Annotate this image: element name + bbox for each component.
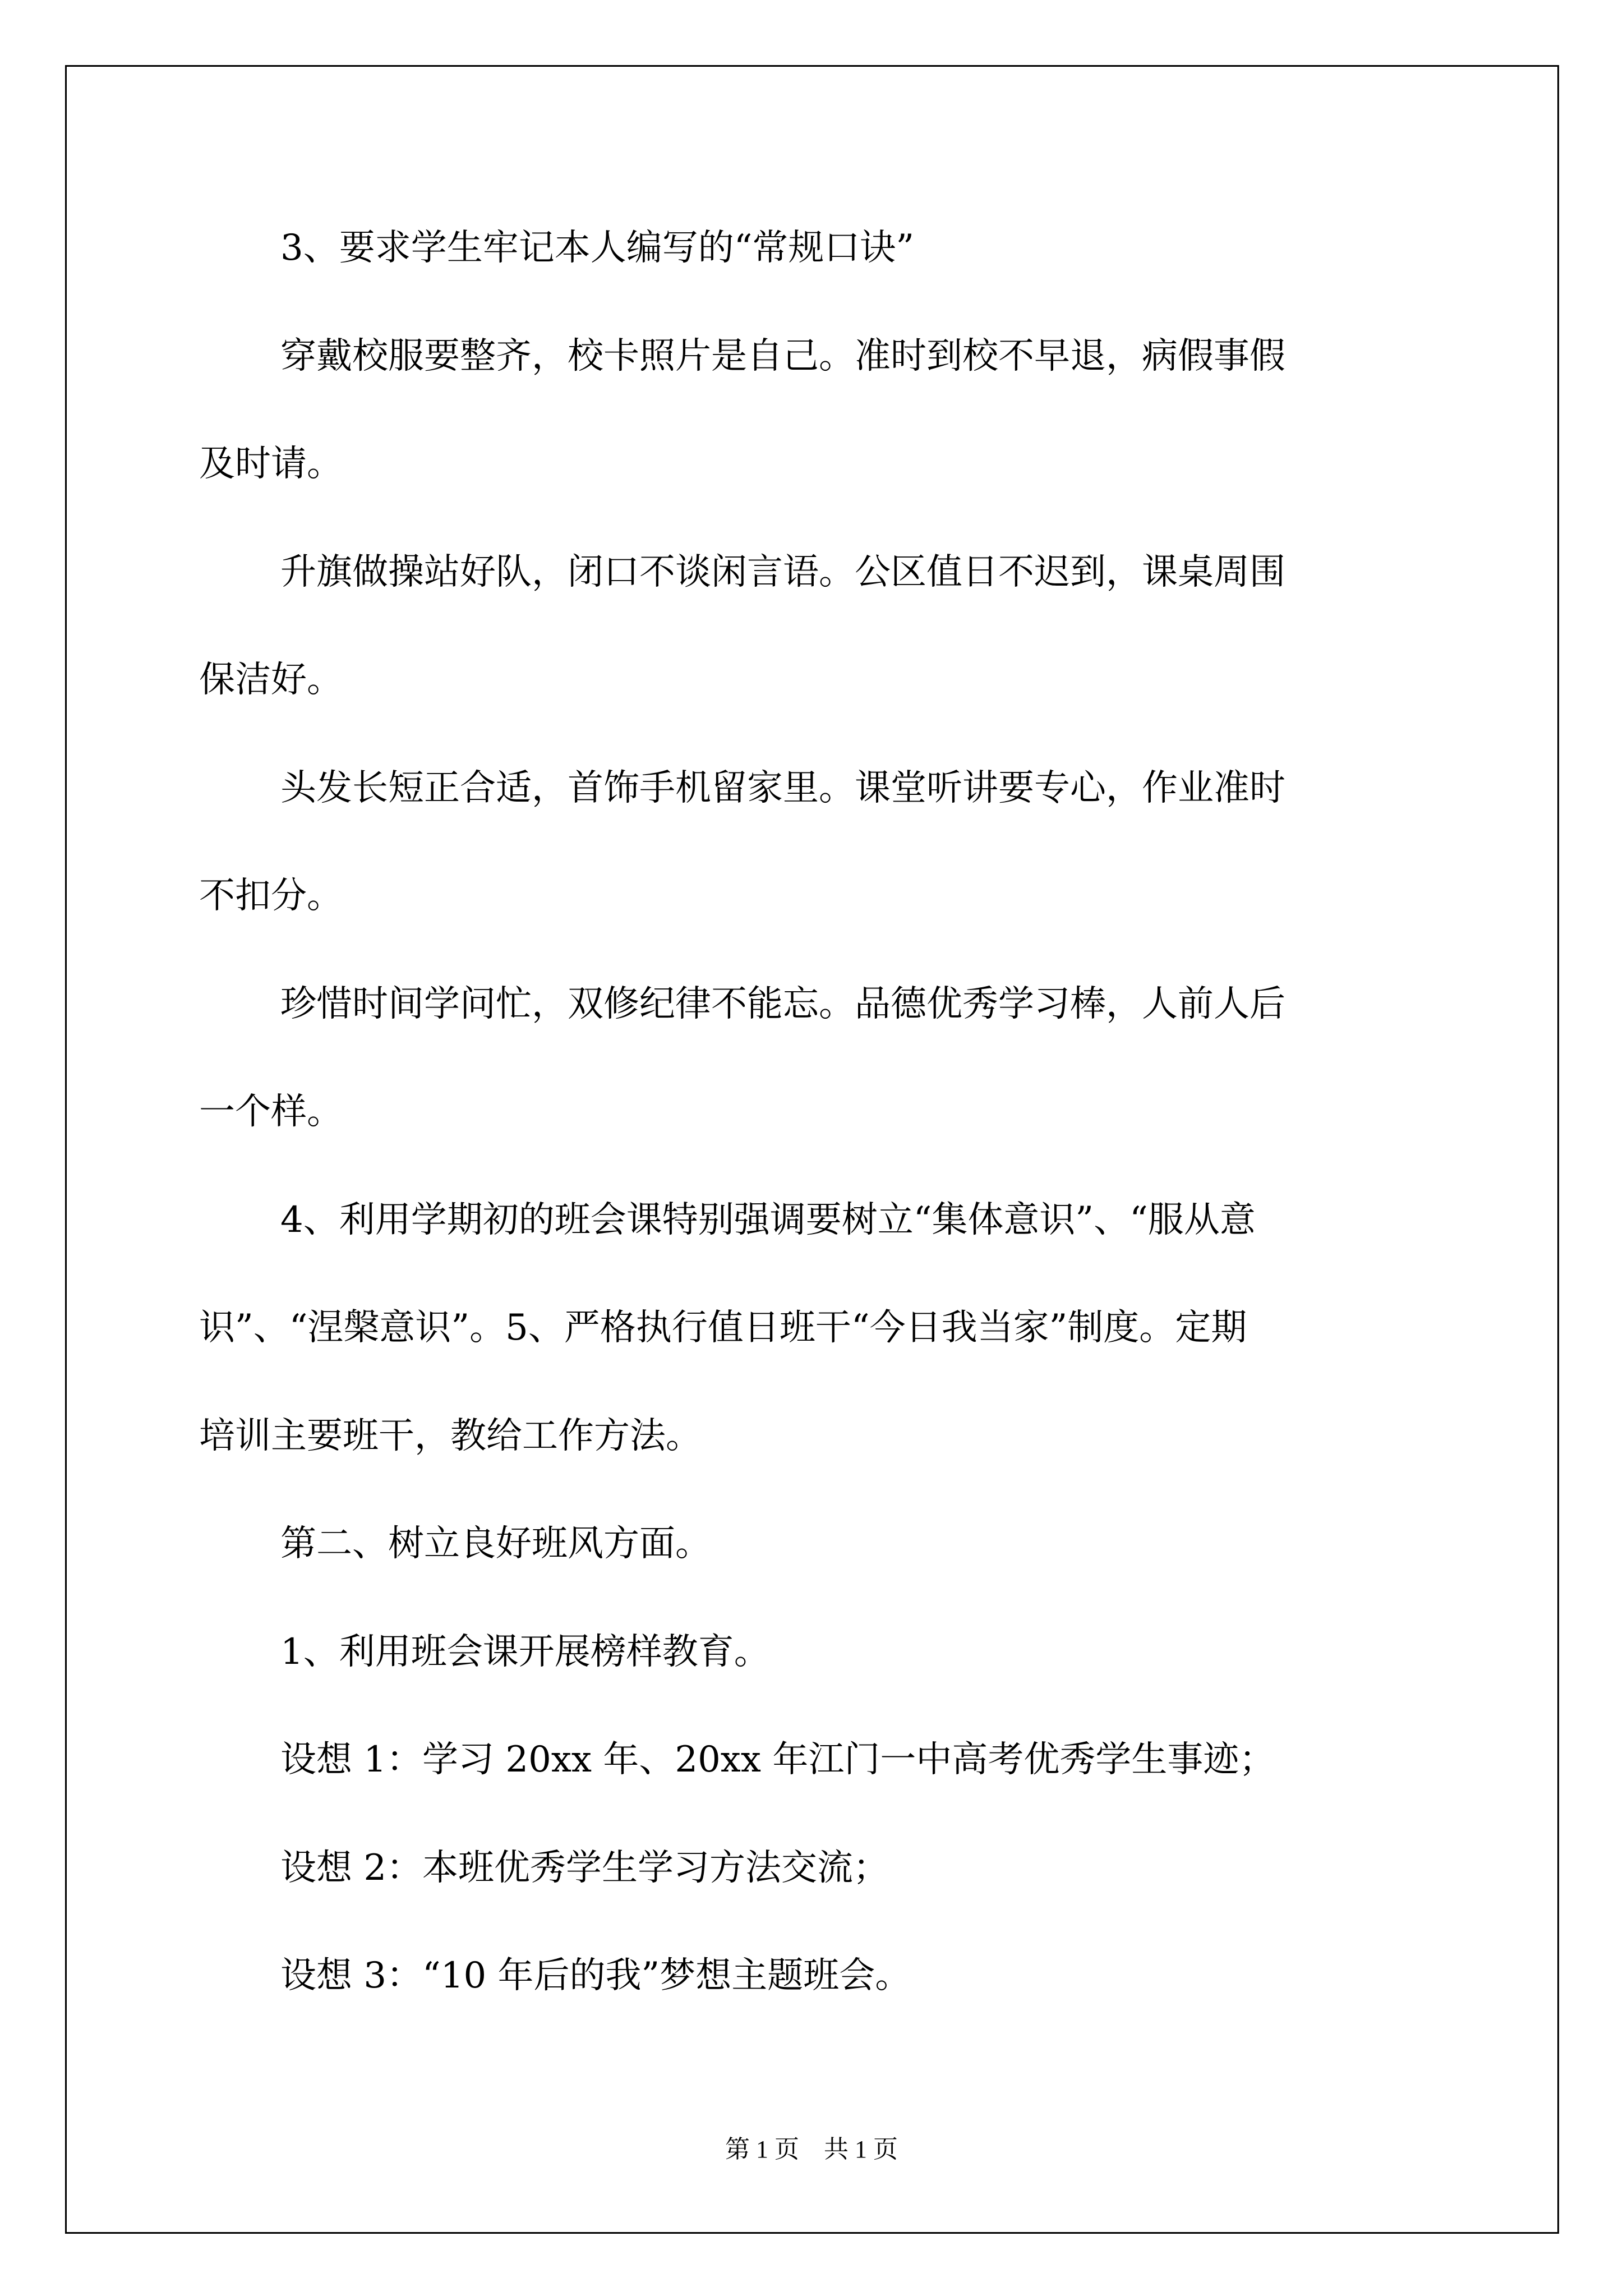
text-line: 3、要求学生牢记本人编写的“常规口诀”	[280, 227, 915, 269]
text-line: 4、利用学期初的班会课特别强调要树立“集体意识”、“服从意	[280, 1199, 1256, 1241]
text-line: 设想 3：“10 年后的我”梦想主题班会。	[280, 1955, 911, 1996]
text-line: 一个样。	[199, 1091, 343, 1133]
text-line: 穿戴校服要整齐，校卡照片是自己。准时到校不早退，病假事假	[280, 335, 1285, 377]
text-line: 升旗做操站好队，闭口不谈闲言语。公区值日不迟到，课桌周围	[280, 551, 1285, 593]
page-border	[65, 65, 1559, 2234]
text-line: 头发长短正合适，首饰手机留家里。课堂听讲要专心，作业准时	[280, 767, 1285, 809]
text-line: 识”、“涅槃意识”。5、严格执行值日班干“今日我当家”制度。定期	[199, 1307, 1247, 1349]
text-line: 设想 2：本班优秀学生学习方法交流；	[280, 1847, 889, 1889]
text-line: 不扣分。	[199, 875, 343, 917]
page-number-footer: 第 1 页 共 1 页	[725, 2136, 898, 2163]
text-line: 及时请。	[199, 443, 343, 485]
text-line: 1、利用班会课开展榜样教育。	[280, 1631, 770, 1673]
text-line: 保洁好。	[199, 659, 343, 701]
text-line: 培训主要班干，教给工作方法。	[199, 1415, 702, 1457]
text-line: 珍惜时间学问忙，双修纪律不能忘。品德优秀学习棒，人前人后	[280, 983, 1285, 1025]
text-line: 设想 1：学习 20xx 年、20xx 年江门一中高考优秀学生事迹；	[280, 1739, 1275, 1780]
section-heading: 第二、树立良好班风方面。	[280, 1523, 711, 1565]
